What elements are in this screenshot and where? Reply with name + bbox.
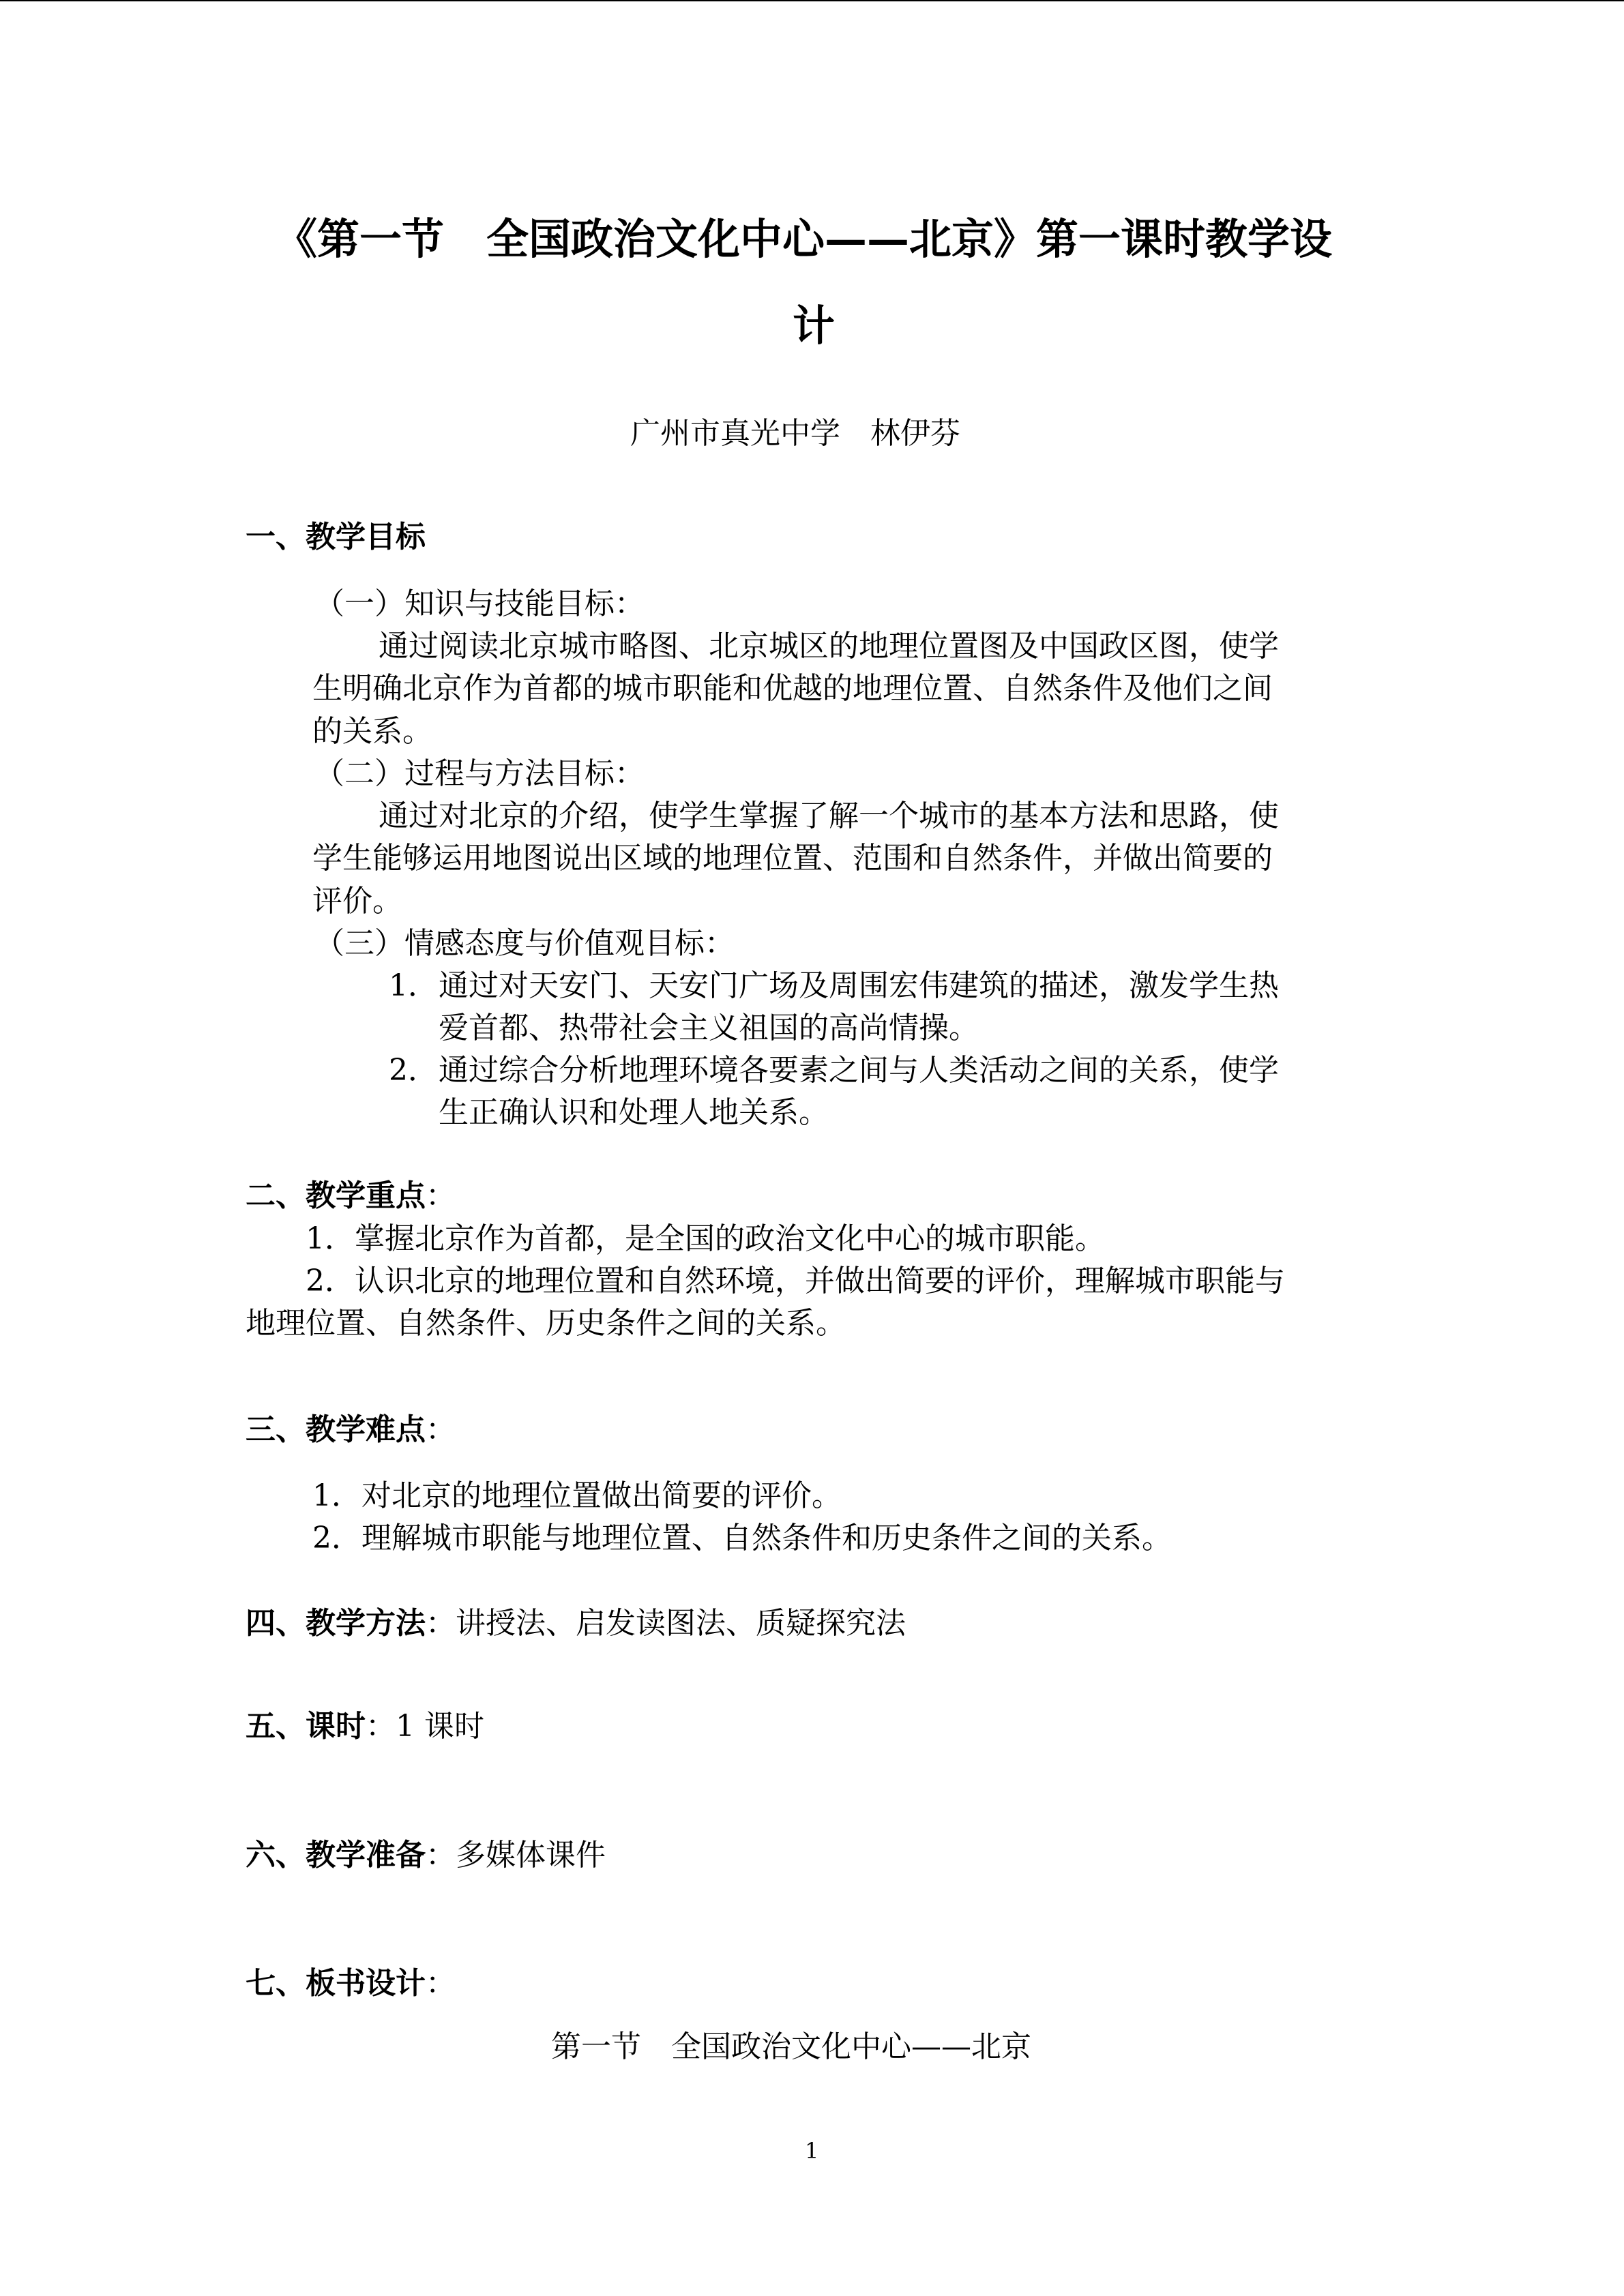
section-1-p2-line2: 学生能够运用地图说出区域的地理位置、范围和自然条件，并做出简要的 — [312, 841, 1273, 876]
section-2-heading-row — [246, 1178, 456, 1213]
title-line-1: 《第一节 全国政治文化中心——北京》第一课时教学设 — [275, 214, 1333, 264]
section-3-colon: ： — [426, 1412, 456, 1447]
section-7-heading: 七、板书设计 — [246, 1966, 426, 2001]
board-design-title: 第一节 全国政治文化中心——北京 — [551, 2029, 1031, 2064]
section-6-heading: 六、教学准备 — [246, 1838, 426, 1873]
section-1-sub3: （三）情感态度与价值观目标： — [314, 926, 735, 961]
section-3-heading-row — [246, 1412, 456, 1447]
section-5-text: ：1 课时 — [366, 1709, 484, 1744]
author-line: 广州市真光中学 林伊芬 — [630, 416, 960, 451]
section-1-heading: 一、教学目标 — [246, 520, 426, 554]
title-line-2: 计 — [793, 301, 836, 351]
section-1-p1-line1: 通过阅读北京城市略图、北京城区的地理位置图及中国政区图，使学 — [379, 629, 1279, 664]
section-1-item-2-line2: 生正确认识和处理人地关系。 — [439, 1095, 829, 1130]
section-1-item-2-number: 2． — [389, 1053, 438, 1088]
section-7-row — [246, 1966, 456, 2001]
section-2-line2: 2．认识北京的地理位置和自然环境，并做出简要的评价，理解城市职能与 — [306, 1264, 1285, 1298]
section-6-row — [246, 1838, 606, 1873]
section-5-heading: 五、课时 — [246, 1709, 366, 1744]
section-1-item-1-line2: 爱首都、热带社会主义祖国的高尚情操。 — [439, 1011, 979, 1045]
section-1-item-1-number: 1． — [389, 968, 438, 1003]
section-1-item-2-line1: 通过综合分析地理环境各要素之间与人类活动之间的关系，使学 — [439, 1053, 1279, 1088]
section-1-p2-line3: 评价。 — [312, 884, 402, 919]
section-4-heading: 四、教学方法 — [246, 1606, 426, 1641]
section-1-p2-line1: 通过对北京的介绍，使学生掌握了解一个城市的基本方法和思路，使 — [379, 799, 1279, 833]
section-3-heading: 三、教学难点 — [246, 1412, 426, 1447]
section-2-heading: 二、教学重点 — [246, 1178, 426, 1213]
section-1-sub1: （一）知识与技能目标： — [314, 586, 645, 621]
section-3-line1: 1．对北京的地理位置做出简要的评价。 — [312, 1478, 842, 1513]
section-3-line2: 2．理解城市职能与地理位置、自然条件和历史条件之间的关系。 — [312, 1521, 1172, 1555]
page-number: 1 — [805, 2138, 819, 2164]
section-4-text: ：讲授法、启发读图法、质疑探究法 — [426, 1606, 906, 1641]
section-5-row — [246, 1709, 484, 1744]
section-4-row — [246, 1606, 906, 1641]
section-1-p1-line3: 的关系。 — [312, 714, 432, 749]
section-6-text: ：多媒体课件 — [426, 1838, 606, 1873]
section-1-p1-line2: 生明确北京作为首都的城市职能和优越的地理位置、自然条件及他们之间 — [312, 671, 1273, 706]
section-1-sub2: （二）过程与方法目标： — [314, 756, 645, 791]
section-2-line3: 地理位置、自然条件、历史条件之间的关系。 — [246, 1306, 846, 1341]
section-1-item-1-line1: 通过对天安门、天安门广场及周围宏伟建筑的描述，激发学生热 — [439, 968, 1279, 1003]
section-2-colon: ： — [426, 1178, 456, 1213]
section-2-line1: 1．掌握北京作为首都，是全国的政治文化中心的城市职能。 — [306, 1221, 1105, 1256]
section-7-text: ： — [426, 1966, 456, 2001]
